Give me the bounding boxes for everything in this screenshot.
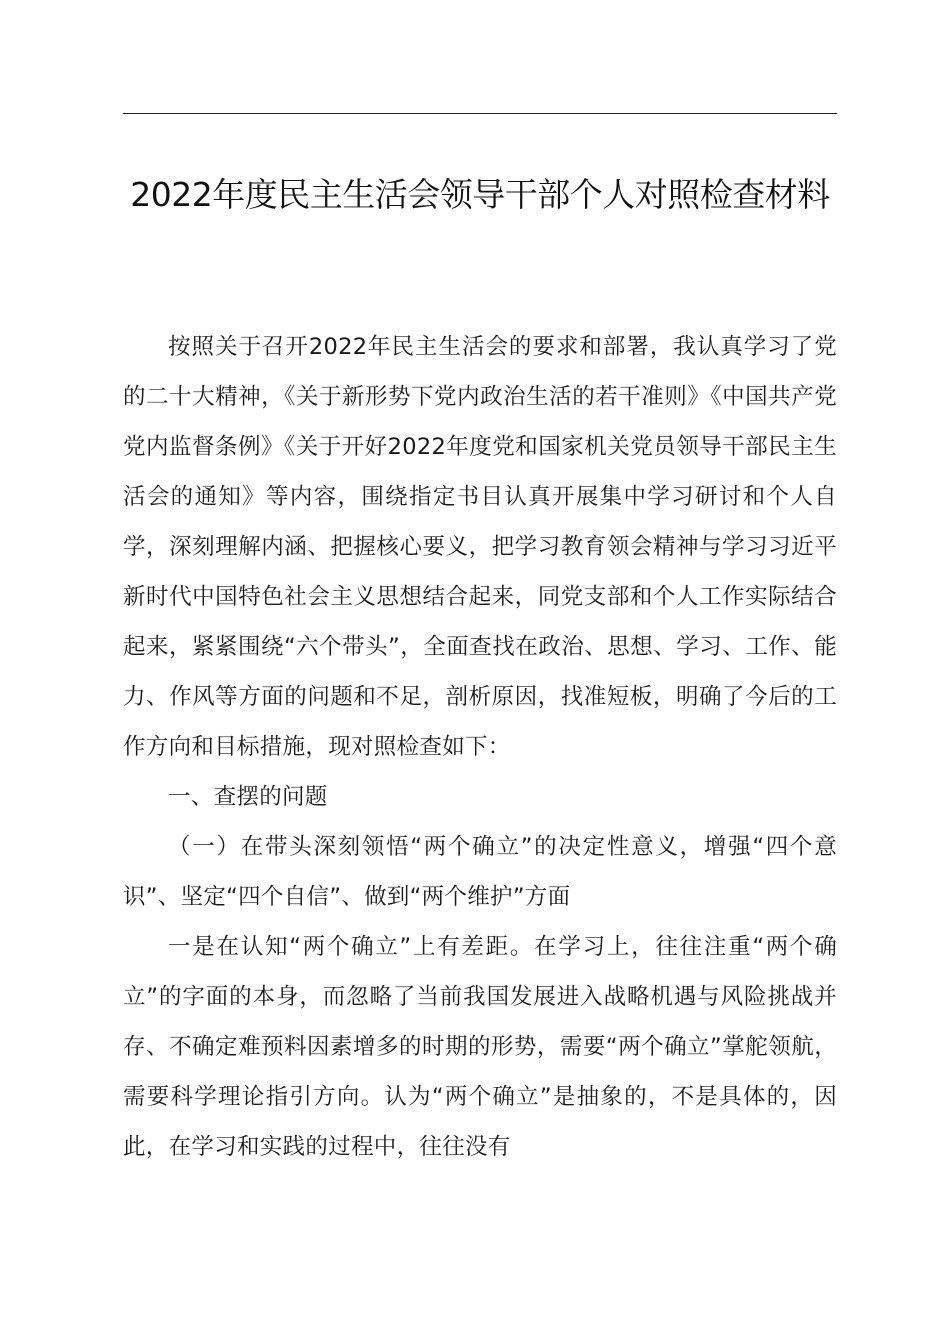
subsection-heading: （一）在带头深刻领悟“两个确立”的决定性意义，增强“四个意识”、坚定“四个自信”、做到“两个维护”方面 (123, 834, 837, 910)
body-paragraph: 一是在认知“两个确立”上有差距。在学习上，往往注重“两个确立”的字面的本身，而忽略了当前我国发展进入战略机遇与风险挑战并存、不确定难预料因素增多的时期的形势，需要“两个确立”掌舵领航，需要科学理论指引方向。认为“两个确立”是抽象的，不是具体的，因此，在学习和实践的过程中，往往没有 (123, 934, 837, 1160)
intro-paragraph: 按照关于召开2022年民主生活会的要求和部署，我认真学习了党的二十大精神，《关于新形势下党内政治生活的若干准则》《中国共产党党内监督条例》《关于开好2022年度党和国家机关党员领导干部民主生活会的通知》等内容，围绕指定书目认真开展集中学习研讨和个人自学，深刻理解内涵、把握核心要义，把学习教育领会精神与学习习近平新时代中国特色社会主义思想结合起来，同党支部和个人工作实际结合起来，紧紧围绕“六个带头”，全面查找在政治、思想、学习、工作、能力、作风等方面的问题和不足，剖析原因，找准短板，明确了今后的工作方向和目标措施，现对照检查如下： (123, 334, 837, 760)
section-heading: 一、查摆的问题 (168, 784, 328, 810)
document-body (123, 322, 837, 1172)
header-rule (123, 113, 837, 114)
document-title: 2022年度民主生活会领导干部个人对照检查材料 (130, 175, 830, 214)
